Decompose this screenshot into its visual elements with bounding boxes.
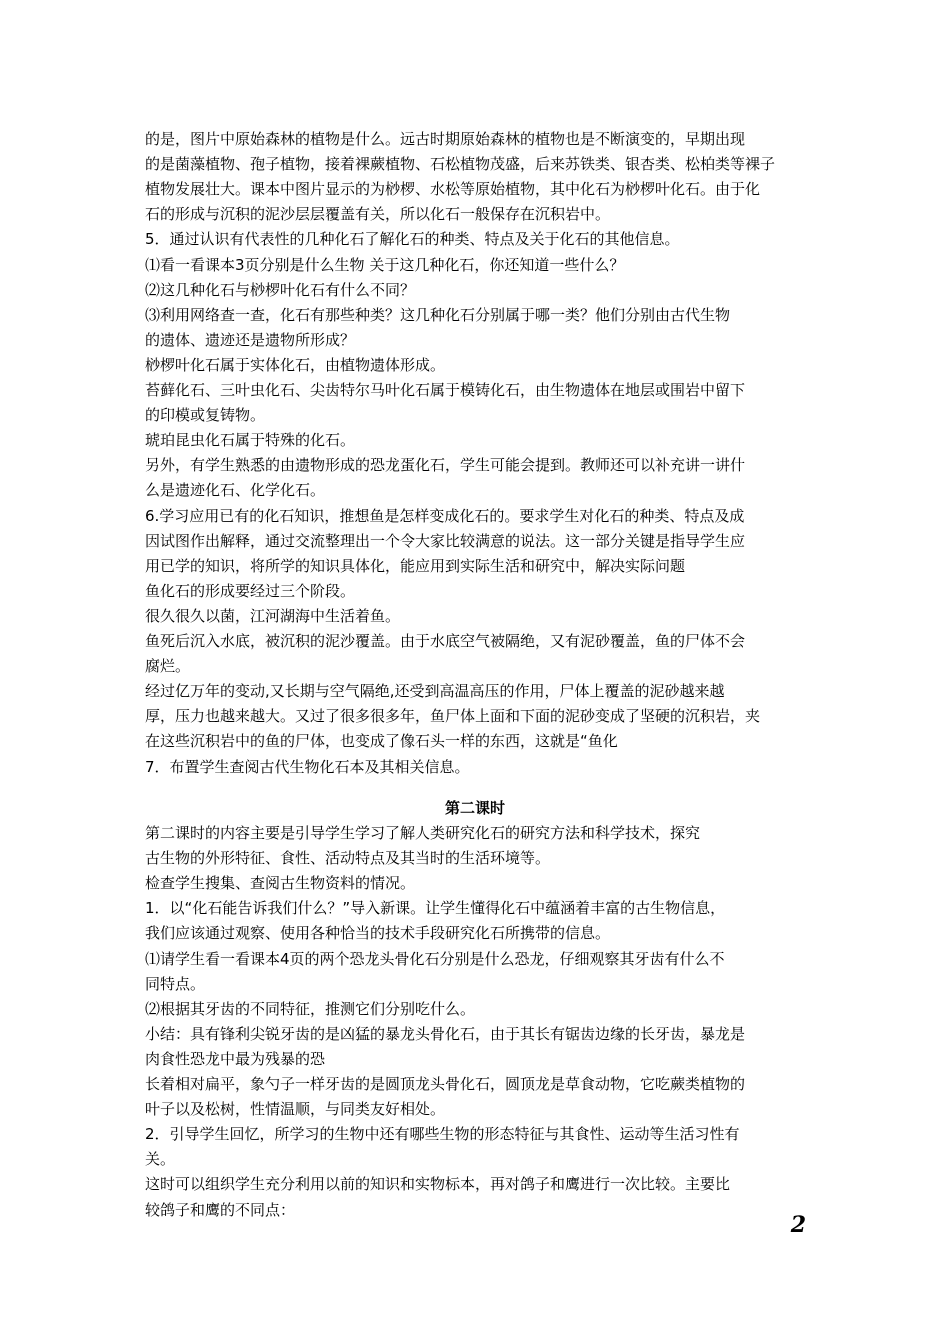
text-line: 的是菌藻植物、孢子植物，接着裸蕨植物、石松植物茂盛，后来苏铁类、银杏类、松柏类等裸子 bbox=[145, 155, 776, 174]
text-line: ⑴请学生看一看课本4页的两个恐龙头骨化石分别是什么恐龙，仔细观察其牙齿有什么不 bbox=[145, 949, 725, 968]
text-line: 很久很久以菌，江河湖海中生活着鱼。 bbox=[145, 606, 401, 625]
text-line: 用已学的知识，将所学的知识具体化，能应用到实际生活和研究中，解决实际问题 bbox=[145, 556, 686, 575]
text-line: 这时可以组织学生充分利用以前的知识和实物标本，再对鸽子和鹰进行一次比较。主要比 bbox=[145, 1175, 731, 1194]
text-line: 肉食性恐龙中最为残暴的恐 bbox=[145, 1049, 326, 1068]
text-line: 古生物的外形特征、食性、活动特点及其当时的生活环境等。 bbox=[145, 849, 551, 868]
text-line: 另外，有学生熟悉的由遗物形成的恐龙蛋化石，学生可能会提到。教师还可以补充讲一讲什 bbox=[145, 456, 746, 475]
text-line: ⑴看一看课本3页分别是什么生物 关于这几种化石，你还知道一些什么？ bbox=[145, 255, 625, 274]
text-line: 叶子以及松树，性情温顺，与同类友好相处。 bbox=[145, 1100, 446, 1119]
text-line: 1．以“化石能告诉我们什么？”导入新课。让学生懂得化石中蕴涵着丰富的古生物信息， bbox=[145, 899, 726, 918]
text-line: 琥珀昆虫化石属于特殊的化石。 bbox=[145, 431, 356, 450]
text-line: 鱼化石的形成要经过三个阶段。 bbox=[145, 581, 356, 600]
text-line: 植物发展壮大。课本中图片显示的为桫椤、水松等原始植物，其中化石为桫椤叶化石。由于化 bbox=[145, 180, 761, 199]
text-line: 桫椤叶化石属于实体化石，由植物遗体形成。 bbox=[145, 355, 446, 374]
text-line: 的遗体、遗迹还是遗物所形成？ bbox=[145, 330, 356, 349]
text-line: ⑶利用网络查一查，化石有那些种类？这几种化石分别属于哪一类？他们分别由古代生物 bbox=[145, 305, 731, 324]
text-line: 5．通过认识有代表性的几种化石了解化石的种类、特点及关于化石的其他信息。 bbox=[145, 230, 680, 249]
text-line: ⑵根据其牙齿的不同特征，推测它们分别吃什么。 bbox=[145, 999, 476, 1018]
section-heading: 第二课时 bbox=[444, 799, 505, 817]
text-line: 检查学生搜集、查阅古生物资料的情况。 bbox=[145, 874, 416, 893]
text-line: 么是遗迹化石、化学化石。 bbox=[145, 481, 326, 500]
text-line: 经过亿万年的变动,又长期与空气隔绝,还受到高温高压的作用，尸体上覆盖的泥砂越来越 bbox=[145, 682, 725, 701]
text-line: 长着相对扁平，象勺子一样牙齿的是圆顶龙头骨化石，圆顶龙是草食动物，它吃蕨类植物的 bbox=[145, 1075, 746, 1093]
text-line: 鱼死后沉入水底，被沉积的泥沙覆盖。由于水底空气被隔绝，又有泥砂覆盖，鱼的尸体不会 bbox=[145, 632, 746, 650]
text-line: 6.学习应用已有的化石知识，推想鱼是怎样变成化石的。要求学生对化石的种类、特点及成 bbox=[145, 506, 745, 525]
text-line: 2．引导学生回忆，所学习的生物中还有哪些生物的形态特征与其食性、运动等生活习性有 bbox=[145, 1125, 740, 1144]
text-line: 的是，图片中原始森林的植物是什么。远古时期原始森林的植物也是不断演变的，早期出现 bbox=[145, 130, 746, 148]
text-line: 第二课时的内容主要是引导学生学习了解人类研究化石的研究方法和科学技术，探究 bbox=[145, 824, 701, 842]
text-line: 同特点。 bbox=[145, 974, 206, 993]
page-number: 2 bbox=[790, 1212, 806, 1238]
text-line: 较鸽子和鹰的不同点： bbox=[145, 1200, 296, 1219]
text-line: 在这些沉积岩中的鱼的尸体，也变成了像石头一样的东西，这就是“鱼化 bbox=[145, 732, 618, 751]
text-line: 关。 bbox=[145, 1150, 176, 1169]
text-line: 小结：具有锋利尖锐牙齿的是凶猛的暴龙头骨化石，由于其长有锯齿边缘的长牙齿，暴龙是 bbox=[145, 1024, 746, 1043]
text-line: 苔藓化石、三叶虫化石、尖齿特尔马叶化石属于模铸化石，由生物遗体在地层或围岩中留下 bbox=[145, 381, 746, 399]
text-line: 厚，压力也越来越大。又过了很多很多年，鱼尸体上面和下面的泥砂变成了坚硬的沉积岩，夹 bbox=[145, 707, 761, 726]
text-line: 腐烂。 bbox=[145, 657, 191, 676]
text-line: 因试图作出解释，通过交流整理出一个令大家比较满意的说法。这一部分关键是指导学生应 bbox=[145, 531, 746, 550]
text-line: 7．布置学生查阅古代生物化石本及其相关信息。 bbox=[145, 757, 470, 776]
text-line: 的印模或复铸物。 bbox=[145, 406, 266, 425]
text-line: ⑵这几种化石与桫椤叶化石有什么不同？ bbox=[145, 280, 416, 299]
text-line: 石的形成与沉积的泥沙层层覆盖有关，所以化石一般保存在沉积岩中。 bbox=[145, 205, 611, 224]
text-line: 我们应该通过观察、使用各种恰当的技术手段研究化石所携带的信息。 bbox=[145, 924, 611, 943]
